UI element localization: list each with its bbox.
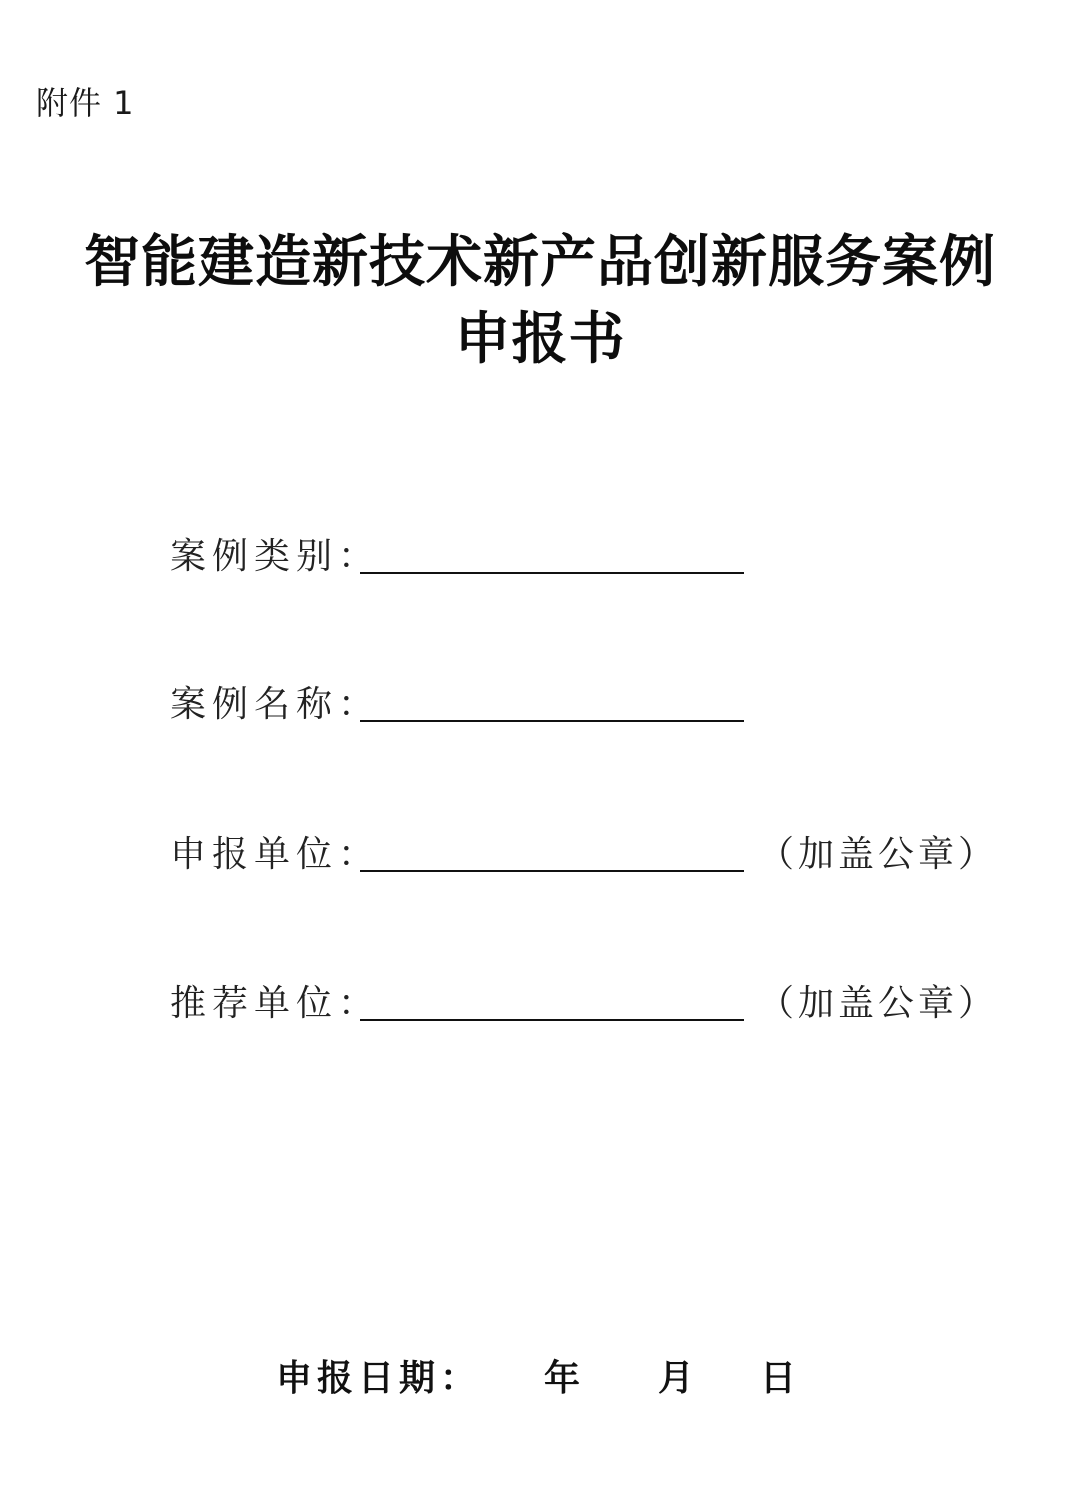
field-case-name xyxy=(170,676,990,726)
application-date xyxy=(276,1350,836,1398)
document-title: 智能建造新技术新产品创新服务案例 xyxy=(84,230,996,295)
official-seal-note: （加盖公章） xyxy=(758,983,999,1024)
date-month: 月 xyxy=(658,1358,695,1399)
document-subtitle: 申报书 xyxy=(454,307,626,372)
date-label: 申报日期： xyxy=(276,1358,482,1399)
field-case-category xyxy=(170,528,990,578)
applicant-unit-blank[interactable] xyxy=(360,870,744,872)
field-label: 推荐单位： xyxy=(170,983,381,1024)
recommending-unit-blank[interactable] xyxy=(360,1019,744,1021)
field-label: 案例名称： xyxy=(170,684,381,725)
field-recommending-unit xyxy=(170,975,999,1025)
attachment-label: 附件 1 xyxy=(36,84,135,122)
field-applicant-unit xyxy=(170,826,999,876)
field-label: 案例类别： xyxy=(170,536,381,577)
date-year: 年 xyxy=(544,1358,581,1399)
official-seal-note: （加盖公章） xyxy=(758,834,999,875)
case-name-blank[interactable] xyxy=(360,720,744,722)
field-label: 申报单位： xyxy=(170,834,381,875)
date-day: 日 xyxy=(760,1358,797,1399)
case-category-blank[interactable] xyxy=(360,572,744,574)
